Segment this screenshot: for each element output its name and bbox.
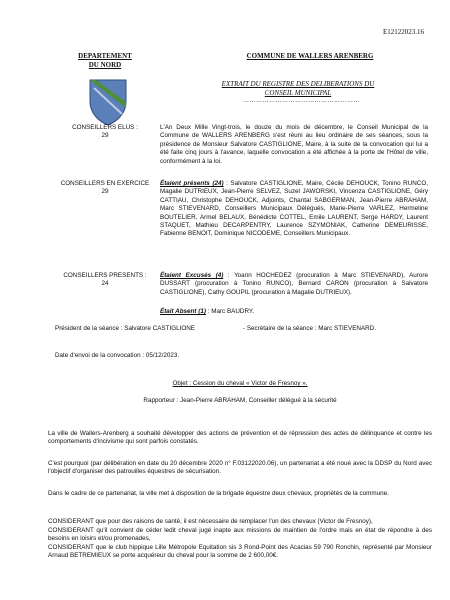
presents-list: : Salvatore CASTIGLIONE, Maire, Cécile DEHOUCK, Tonino RUNCO, Magalie DUTRIEUX, Jean-Pierre SELVEZ, Suzel JAWORSKI, Vincenza CASTIGLIONE, Géry CATTIAU, Christophe DEHOUCK, Adjoints, Chantal SABGERMAN, Jean-Pierre ABRAHAM, Marc STIEVENARD, Conseillers Municipaux Délégués, Marie-Pierre VARLEZ, Hermeline BOUTELIER, Armel BELAUX, Bénédicte COTTEL, Emile LAURENT, Serge HARDY, Laurent STAQUET, Mathieu DECARPENTRY, Laurence SZYMONIAK, Catherine DEMEURISSE, Fabienne BENOIT, Dominique NICODEME, Conseillers Municipaux. bbox=[160, 180, 428, 238]
rapporteur-line: Rapporteur : Jean-Pierre ABRAHAM, Conseiller délégué à la sécurité bbox=[143, 397, 337, 404]
document-reference: E12122023.16 bbox=[382, 28, 424, 36]
conseillers-exercice-label: CONSEILLERS EN EXERCICE 29 bbox=[60, 180, 150, 196]
date-envoi-convocation: Date d'envoi de la convocation : 05/12/2023. bbox=[55, 352, 180, 359]
presents-heading: Étaient présents (24) bbox=[160, 180, 224, 187]
departement-heading: DEPARTEMENT DU NORD bbox=[78, 52, 132, 69]
paragraph-1: La ville de Wallers-Arenberg a souhaité développer des actions de prévention et de répression des actes de délinquance et contre les comportements d'incivisme qui sont parfois constatés. bbox=[48, 430, 432, 446]
excuses-list: : Yoann HOCHEDEZ (procuration à Marc STIEVENARD), Aurore DUSSART (procuration à Tonino RUNCO), Bernard CARON (procuration à Salvatore CASTIGLIONE), Cathy GOUPIL (procuration à Magalie DUTRIEUX). bbox=[160, 272, 429, 296]
paragraph-considerant-3: CONSIDERANT que le club hippique Lille Métropole Equitation sis 3 Rond-Point des Acacias 59 790 Ronchin, représenté par Monsieur Arnaud BETREMIEUX se porte acquéreur du cheval pour la somme de 2 600,00€. bbox=[48, 544, 432, 560]
paragraph-3: Dans le cadre de ce partenariat, la ville met à disposition de la brigade équestre deux chevaux, propriétés de la commune. bbox=[48, 490, 389, 497]
objet-line: Objet : Cession du cheval « Victor de Fresnoy ». bbox=[172, 380, 308, 387]
dotted-separator: ……………………………………………… bbox=[243, 98, 360, 104]
president-seance: Président de la séance : Salvatore CASTIGLIONE bbox=[55, 325, 195, 332]
conseillers-presents-label: CONSEILLERS PRESENTS : 24 bbox=[63, 272, 147, 288]
commune-heading: COMMUNE DE WALLERS ARENBERG bbox=[246, 52, 374, 60]
paragraph-considerant-2: CONSIDERANT qu'il convient de céder ledit cheval jugé inapte aux missions de maintien de l'ordre mais en état de répondre à des besoins en loisirs et/ou promenades, bbox=[48, 527, 432, 543]
paragraph-2: C'est pourquoi (par délibération en date du 20 décembre 2020 n° F.03122020.06), un partenariat a été noué avec la DDSP du Nord avec l'objectif d'organiser des patrouilles équestres de sécurisation. bbox=[48, 460, 432, 476]
preamble-paragraph: L'An Deux Mille Vingt-trois, le douze du mois de décembre, le Conseil Municipal de la Commune de WALLERS ARENBERG s'est réuni au lieu ordinaire de ses séances, sous la présidence de Monsieur Salvatore CASTIGLIONE, Maire, à la suite de la convocation qui lui a été faite cinq jours à l'avance, laquelle convocation a été affichée à la porte de l'Hôtel de ville, conformément à la loi. bbox=[160, 124, 428, 165]
paragraph-considerant-1: CONSIDERANT que pour des raisons de santé, il est nécessaire de remplacer l'un des chevaux (Victor de Fresnoy), bbox=[48, 518, 373, 525]
presents-paragraph bbox=[160, 180, 428, 239]
conseillers-elus-label: CONSEILLERS ELUS : 29 bbox=[72, 124, 138, 140]
absent-heading: Était Absent (1) bbox=[160, 308, 206, 315]
secretaire-seance: - Secrétaire de la séance : Marc STIEVENARD. bbox=[243, 325, 376, 332]
coat-of-arms-icon bbox=[88, 78, 128, 126]
absent-paragraph bbox=[160, 308, 428, 316]
extrait-heading: EXTRAIT DU REGISTRE DES DELIBERATIONS DU CONSEIL MUNICIPAL bbox=[221, 80, 375, 97]
absent-list: : Marc BAUDRY. bbox=[205, 308, 255, 315]
excuses-heading: Étaient Excusés (4) bbox=[160, 272, 224, 279]
excuses-paragraph bbox=[160, 272, 428, 297]
